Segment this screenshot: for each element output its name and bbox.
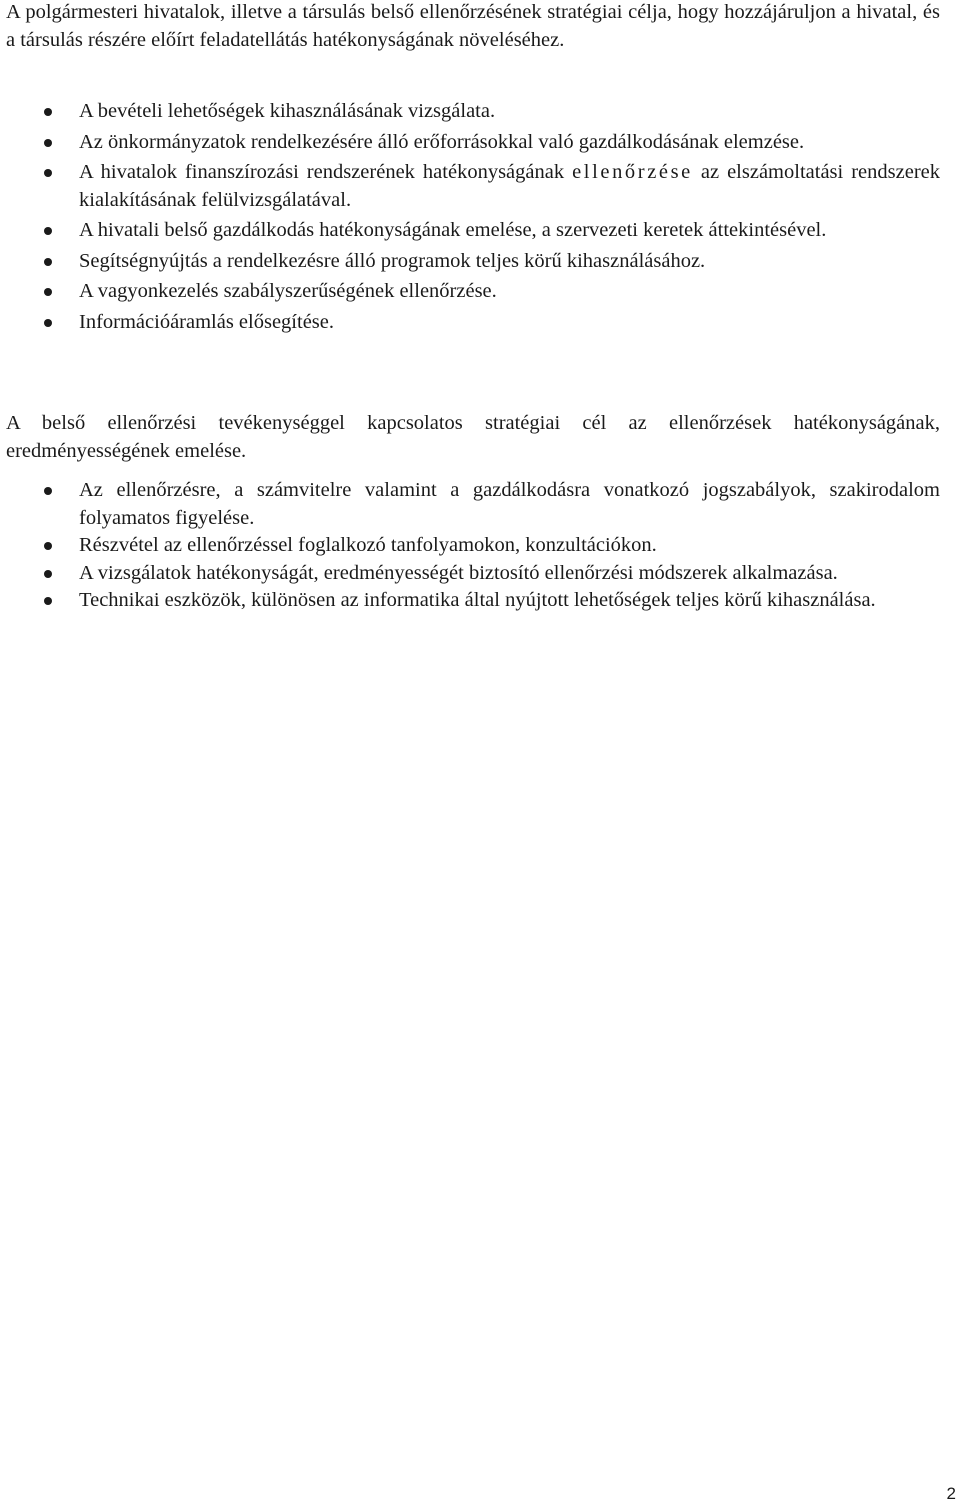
list-item-text: Technikai eszközök, különösen az informatika által nyújtott lehetőségek teljes körű kihasználása. — [79, 589, 876, 611]
list-item — [0, 129, 940, 157]
list-item-text: A bevételi lehetőségek kihasználásának vizsgálata. — [79, 100, 496, 122]
list-item-text: Részvétel az ellenőrzéssel foglalkozó tanfolyamokon, konzultációkon. — [79, 534, 657, 556]
page-number: 2 — [946, 1484, 956, 1503]
activities-bullet-list — [0, 477, 940, 615]
list-item-text: Információáramlás elősegítése. — [79, 310, 334, 333]
list-item — [0, 159, 940, 214]
objectives-bullet-list — [0, 98, 940, 339]
intro-paragraph: A polgármesteri hivatalok, illetve a társulás belső ellenőrzésének stratégiai célja, hogy hozzájáruljon a hivatal, és a társulás részére előírt feladatellátás hatékonyságának növeléséhez. — [6, 1, 940, 51]
bullet-icon — [44, 487, 52, 495]
second-paragraph: A belső ellenőrzési tevékenységgel kapcsolatos stratégiai cél az ellenőrzések hatékonyságának, eredményességének emelése. — [6, 412, 940, 462]
bullet-icon — [44, 597, 52, 605]
bullet-icon — [44, 570, 52, 578]
list-item-text: Az ellenőrzésre, a számvitelre valamint a gazdálkodásra vonatkozó jogszabályok, szakirodalom folyamatos figyelése. — [79, 479, 940, 529]
bullet-icon — [44, 108, 52, 116]
list-item — [0, 278, 940, 306]
list-item — [0, 217, 940, 245]
list-item — [0, 248, 940, 276]
bullet-icon — [44, 288, 52, 296]
bullet-icon — [44, 319, 52, 327]
bullet-icon — [44, 258, 52, 266]
bullet-icon — [44, 139, 52, 147]
bullet-icon — [44, 227, 52, 235]
list-item — [0, 309, 940, 337]
bullet-icon — [44, 169, 52, 177]
list-item-text: Segítségnyújtás a rendelkezésre álló programok teljes körű kihasználásához. — [79, 249, 706, 272]
list-item-text: A vagyonkezelés szabályszerűségének ellenőrzése. — [79, 280, 497, 302]
list-item-text-end: az elszámoltatási rendszerek kialakításának felülvizsgálatával. — [79, 161, 940, 211]
list-item-text: A hivatali belső gazdálkodás hatékonyságának emelése, a szervezeti keretek áttekintésével. — [79, 219, 827, 241]
list-item — [0, 98, 940, 126]
list-item-text: Az önkormányzatok rendelkezésére álló erőforrásokkal való gazdálkodásának elemzése. — [79, 130, 805, 153]
list-item — [0, 477, 940, 532]
list-item-text-spaced: ellenőrzése — [572, 161, 693, 183]
bullet-icon — [44, 542, 52, 550]
list-item — [0, 560, 940, 588]
list-item-text: A vizsgálatok hatékonyságát, eredményességét biztosító ellenőrzési módszerek alkalmazása. — [79, 561, 838, 584]
list-item — [0, 587, 940, 615]
list-item — [0, 532, 940, 560]
list-item-text-start: A hivatalok finanszírozási rendszerének hatékonyságának — [79, 161, 573, 183]
